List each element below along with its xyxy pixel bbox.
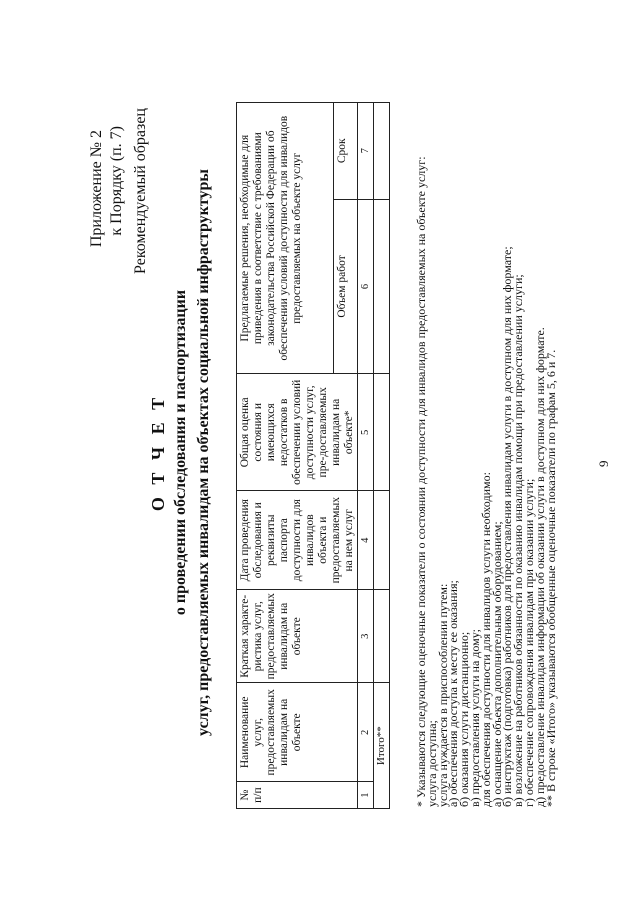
column-number: 2 — [358, 683, 374, 782]
table-cell — [374, 199, 390, 374]
report-table — [236, 102, 390, 809]
annex-reference: к Порядку (п. 7) — [108, 126, 125, 236]
header-inspection-date: Дата проведения обследования и реквизиты паспорта доступности для инвалидов объекта и предоставляемых на нем услуг — [237, 491, 358, 590]
table-cell — [374, 590, 390, 683]
column-number: 4 — [358, 491, 374, 590]
column-number: 6 — [358, 199, 374, 374]
footnote-line: ** В строке «Итого» указываются обобщенные оценочные показатели по графам 5, 6 и 7. — [543, 349, 558, 807]
report-title: О Т Ч Е Т — [148, 393, 168, 512]
header-assessment: Общая оценка состояния и имеющихся недостатков в обеспечении условий доступности услуг, пре-доставляемых инвалидам на объекте* — [237, 374, 358, 491]
table-cell — [374, 491, 390, 590]
footnote-line: д) предоставление инвалидам информации об оказании услуги в доступном для них формате. — [532, 327, 547, 807]
page-number: 9 — [596, 460, 611, 467]
table-cell — [374, 103, 390, 200]
footnote-line: в) предоставления услуги на дому; — [467, 629, 482, 807]
subheader-deadline: Срок — [334, 103, 358, 200]
report-subtitle: о проведении обследования и паспортизации — [172, 289, 189, 616]
header-proposed-solutions: Предлагаемые решения, необходимые для приведения в соответствие с требованиями законодательства Российской Федерации об обеспечении условий доступности для инвалидов предоставляемых на объекте услуг — [237, 103, 334, 374]
table-row — [374, 103, 390, 809]
footnote-line: б) оказания услуги дистанционно; — [457, 631, 472, 807]
annex-note: Рекомендуемый образец — [132, 108, 149, 274]
total-label: Итого** — [374, 683, 390, 809]
table-header-row — [237, 103, 334, 809]
header-number: № п/п — [237, 782, 358, 809]
column-number: 3 — [358, 590, 374, 683]
subheader-work-volume: Объем работ — [334, 199, 358, 374]
header-service-description: Краткая характе-ристика услуг, предоставляемых инвалидам на объекте — [237, 590, 358, 683]
footnote-line: г) обеспечение сопровождения инвалидам при оказании услуги; — [521, 478, 536, 807]
footnote-line: * Указываются следующие оценочные показатели о состоянии доступности для инвалидов предоставляемых на объекте услуг: — [414, 156, 428, 807]
table-cell — [374, 374, 390, 491]
footnote-line: в) возложение на работников обязанности по оказанию инвалидам помощи при предоставлении услуги; — [511, 274, 526, 807]
header-service-name: Наименование услуг, предоставляемых инвалидам на объекте — [237, 683, 358, 782]
footnote-line: услуга нуждается в приспособлении путем: — [435, 583, 450, 807]
footnote-line: б) инструктаж (подготовка) работников для предоставления инвалидам услуги в доступном для них формате; — [500, 246, 515, 807]
column-number: 5 — [358, 374, 374, 491]
report-subtitle-2: услуг, предоставляемых инвалидам на объектах социальной инфраструктуры — [195, 169, 212, 736]
table-row — [358, 103, 374, 809]
column-number: 1 — [358, 782, 374, 809]
annex-number: Приложение № 2 — [88, 130, 105, 248]
footnote-line: а) обеспечения доступа к месту ее оказания; — [446, 580, 461, 807]
footnotes — [416, 156, 556, 807]
footnote-line: услуга доступна; — [424, 720, 439, 807]
column-number: 7 — [358, 103, 374, 200]
footnote-line: для обеспечения доступности для инвалидов услуги необходимо: — [478, 472, 493, 807]
footnote-line: а) оснащение объекта дополнительным оборудованием; — [489, 521, 504, 807]
